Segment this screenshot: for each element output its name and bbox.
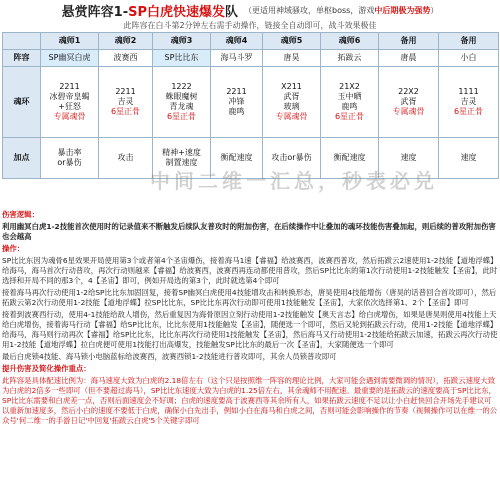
ring-cell	[211, 67, 263, 138]
lineup-cell: 波赛西	[99, 50, 153, 67]
rings-row	[3, 67, 499, 138]
ring-cell	[439, 67, 499, 138]
ring-line: 吉灵	[117, 97, 134, 106]
page-title: 悬赏阵容1-SP白虎快速爆发队	[61, 4, 239, 20]
ring-tag: 专属魂骨	[392, 107, 425, 116]
paragraph-operation-4: 最后白虎锁4技能、海马锁小电脑蓝标给波赛西，波赛西锁1-2技能进行普攻即可，其余人员锁普攻即可	[2, 352, 337, 361]
ring-line: 武胥	[400, 97, 417, 106]
paragraph-operation-1: SP比比东因为魂骨6星效果开局使用第3个或者第4个圣宙爆伤，接着海马1速【睿福】给波赛西，波赛西普攻，然后拓跋云2速使用1-2技能【道地浮蝶】给海马，海马首次行动普攻，再次行动则越来【睿福】给波赛西，波赛西再连动都使用普攻，然后SP比比东的第1次行动使用1-2技能触发【圣宙】，此时选择和开局不同的那3个，4【圣宙】即可，例如开局选的第3个，此时就选第4个即可	[2, 256, 498, 285]
ring-line: 22X2	[398, 87, 419, 96]
row-label: 加点	[3, 138, 41, 179]
table-header-row	[3, 33, 499, 50]
points-line: 速度	[400, 153, 417, 162]
ring-tag: 专属魂骨	[53, 112, 86, 121]
ring-tag: 专属魂骨	[275, 112, 308, 121]
ring-line: 蛛眼魔树	[165, 92, 198, 101]
row-label: 魂环	[3, 67, 41, 138]
watermark: 中间二维一汇总，秒表必兑	[150, 169, 438, 193]
ring-line: 1111	[458, 87, 479, 96]
section-heading-damage: 伤害逻辑：	[2, 210, 39, 219]
points-line: 暴击率	[57, 148, 82, 157]
section-heading-tips: 提升伤害及简化操作重点：	[2, 364, 91, 373]
lineup-row	[3, 50, 499, 67]
lineup-cell: 拓跋云	[321, 50, 379, 67]
ring-line: 武胥	[283, 92, 300, 101]
ring-cell	[41, 67, 99, 138]
points-cell	[439, 138, 499, 179]
ring-cell	[153, 67, 211, 138]
points-cell	[41, 138, 99, 179]
ring-line: 2211	[226, 87, 247, 96]
lineup-cell: SP比比东	[153, 50, 211, 67]
points-line: 制置速度	[165, 158, 198, 167]
ring-tag: 6星正骨	[334, 112, 365, 121]
ring-line: 2211	[59, 82, 80, 91]
points-cell	[99, 138, 153, 179]
points-line: 衡配速度	[220, 153, 253, 162]
lineup-cell: 小白	[439, 50, 499, 67]
ring-cell	[99, 67, 153, 138]
ring-tag: 6星正骨	[110, 107, 141, 116]
ring-cell	[379, 67, 439, 138]
title-row	[0, 0, 500, 20]
ring-line: +狂怒	[58, 102, 81, 111]
header-cell: 魂师5	[263, 33, 321, 50]
header-cell: 魂师4	[211, 33, 263, 50]
ring-line: 21X2	[339, 82, 360, 91]
points-line: 精神+速度	[162, 148, 201, 157]
ring-line: 鹿鸣	[228, 107, 245, 116]
row-label: 阵容	[3, 50, 41, 67]
header-cell: 魂师6	[321, 33, 379, 50]
ring-line: 冰碧帝皇蝎	[49, 92, 90, 101]
ring-cell	[321, 67, 379, 138]
title-note: （更适用神域骚攻，单枢boss，游戏中后期极为强势）	[244, 5, 439, 15]
header-cell: 魂师1	[41, 33, 99, 50]
lineup-cell: 海马斗罗	[211, 50, 263, 67]
ring-line: 鹿鸣	[341, 102, 358, 111]
lineup-cell: 唐昊	[263, 50, 321, 67]
ring-tag: 6星正骨	[453, 107, 484, 116]
ring-line: 冲锋	[228, 97, 245, 106]
paragraph-operation-3: 接着到波赛西行动，使用4-1技能给敌人增伤，然后重复因为海骨原因立刻行动使用1-2技能触发【奥天言志】给白虎增伤，如果是唐昊则使用4技能上天给白虎增伤，接着海马行动【睿福】给SP比比东，比比东使用1技能触发【圣宙】，随便选一个即可，然后又轮到拓跋云行动，使用1-2技能【道地浮蝶】给海马，海马则行动再次【睿福】给SP比比东，比比东再次行动使用1技能触发【圣宙】，然后海马又行动使用1-2技能给拓跋云加速，拓跋云再次行动使用1-2技能【道地浮蝶】拉白虎便可使用1技能打出高爆发，技能触发SP比比东的最后一次【圣宙】，大家随便选一个即可	[2, 310, 498, 349]
header-cell: 魂师2	[99, 33, 153, 50]
ring-tag: 6星正骨	[166, 112, 197, 121]
ring-line: 青龙魂	[169, 102, 194, 111]
header-cell: 备用	[439, 33, 499, 50]
header-cell: 魂师3	[153, 33, 211, 50]
ring-cell	[263, 67, 321, 138]
ring-line: 吉灵	[460, 97, 477, 106]
points-line: 速度	[460, 153, 477, 162]
points-line: 攻击or暴伤	[271, 153, 312, 162]
paragraph-operation-2: 接着海马再次行动使用1-2给SP比比东加固回复，接着SP幽冥白虎使用4技能增攻击和转换形态，唐昊使用4技能增伤（唐昊的话普回合首攻即可），然后拓跋云第2次行动使用1-2技能【道地浮蝶】拉SP比比东，SP比比东再次行动即可使用1技能触发【圣宙】，大家依次选择第1、2个【圣宙】即可	[2, 288, 497, 307]
points-line: 衡配速度	[333, 153, 366, 162]
lineup-cell: SP幽冥白虎	[41, 50, 99, 67]
ring-line: 2211	[115, 87, 136, 96]
header-cell	[3, 33, 41, 50]
subtitle: 此阵容在白斗第2分钟左右需手动操作，链接全自动即可，战斗效果极佳	[123, 21, 377, 30]
paragraph-damage-logic: 利用幽冥白虎1-2技能首次使用时的记录值来不断触发后续队友普攻时的附加伤害，在后续操作中让叠加的魂环技能伤害叠加起，则后续的普攻附加伤害也会越高	[2, 222, 496, 241]
guide-text	[2, 210, 498, 478]
header-cell: 备用	[379, 33, 439, 50]
ring-line: 玻璃	[283, 102, 300, 111]
points-line: or暴伤	[57, 158, 82, 167]
points-line: 攻击	[117, 153, 134, 162]
ring-line: 1222	[171, 82, 192, 91]
section-heading-operation: 操作：	[2, 244, 25, 253]
lineup-cell: 唐晨	[379, 50, 439, 67]
paragraph-tips: 此阵容是具体配速比例为：海马速度大致为白虎的2.18倍左右（这个只是按照维一阵容的理论比例，大家可能会遇到需要微调的情况），拓跋云速度大致为白虎的2倍多一些即可（但不要超过海马），SP比比东速度大致为白虎的1.25倍左右，其余魂师不用配速。最重要的是拓跋云的速度要高于SP比比东，SP比比东需要和白虎差一点，否则后面速度会不好调；白虎的速度要高于波赛西等其余所有人，如果拓跋云速度不足以让小白赶快回合开场先手建议可以重新加速度多，然后小白的速度不要低于白虎，确保小白先出手，例如小白在海马和白虎之间，否则可能会影响操作的节奏（视频操作可以在维一的公众号'何二维一的手游日记'中回复'拓跋云白虎'5个关键字即可	[2, 376, 498, 425]
ring-line: 玉中晒	[337, 92, 362, 101]
ring-line: X211	[281, 82, 302, 91]
team-table	[2, 32, 499, 179]
